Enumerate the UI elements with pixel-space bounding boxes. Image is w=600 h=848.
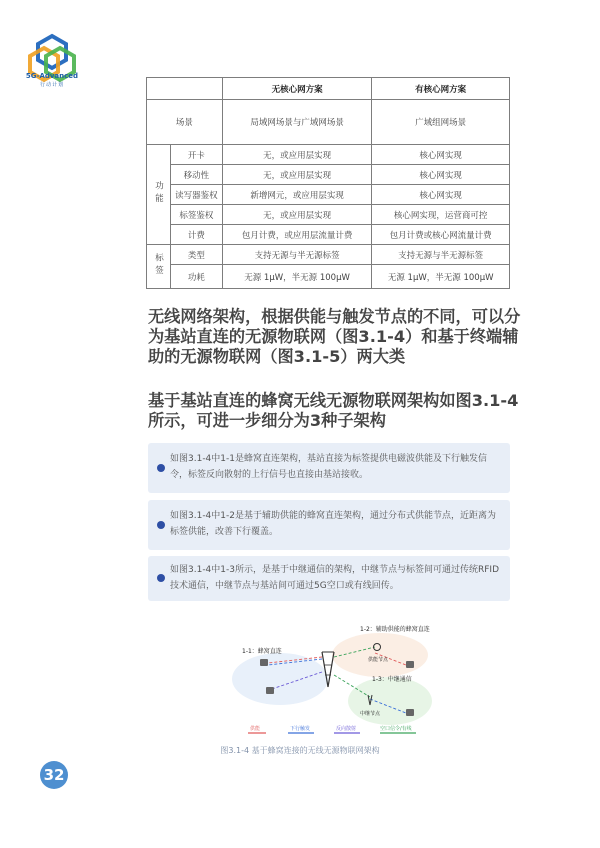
table-cell: 支持无源与半无源标签 <box>372 245 510 265</box>
table-cell: 移动性 <box>170 165 222 185</box>
table-row <box>147 185 510 205</box>
note-text: 如图3.1-4中1-3所示，是基于中继通信的架构，中继节点与标签间可通过传统RFID技术通信，中继节点与基站间可通过5G空口或有线回传。 <box>170 565 500 591</box>
note-box <box>148 556 510 601</box>
table-cell: 开卡 <box>170 145 222 165</box>
tag-icon <box>266 687 274 694</box>
table-cell: 支持无源与半无源标签 <box>222 245 372 265</box>
coverage-area-1 <box>232 653 328 705</box>
table-row <box>147 100 510 145</box>
table-cell: 读写器鉴权 <box>170 185 222 205</box>
section-subheading: 基于基站直连的蜂窝无线无源物联网架构如图3.1-4所示，可进一步细分为3种子架构 <box>148 391 519 430</box>
table-cell: 无，或应用层实现 <box>222 165 372 185</box>
label-1-1: 1-1：蜂窝直连 <box>242 648 282 655</box>
page-number: 32 <box>40 761 68 789</box>
table-row <box>147 225 510 245</box>
label-1-3: 1-3：中继通信 <box>372 676 412 683</box>
legend-power: 供能 <box>250 726 261 732</box>
table-cell: 场景 <box>147 100 223 145</box>
table-cell: 包月计费或核心网流量计费 <box>372 225 510 245</box>
table-row <box>147 165 510 185</box>
coverage-area-3 <box>348 677 432 725</box>
table-cell: 无，或应用层实现 <box>222 205 372 225</box>
table-cell: 类型 <box>170 245 222 265</box>
table-row <box>147 205 510 225</box>
legend-trigger: 下行触发 <box>290 726 311 732</box>
table-header-cell <box>147 78 223 100</box>
table-header-cell: 无核心网方案 <box>222 78 372 100</box>
legend-backscatter: 反向散射 <box>336 726 357 732</box>
comparison-table <box>146 77 510 289</box>
table-cell: 无源 1μW，半无源 100μW <box>372 265 510 289</box>
note-text: 如图3.1-4中1-1是蜂窝直连架构，基站直接为标签提供电磁波供能及下行触发信令，标签反向散射的上行信号也直接由基站接收。 <box>170 454 487 480</box>
label-1-2: 1-2：辅助供能的蜂窝直连 <box>360 626 430 633</box>
table-row <box>147 265 510 289</box>
note-box <box>148 443 510 493</box>
architecture-diagram <box>230 617 450 745</box>
label-relay-node: 中继节点 <box>360 711 381 717</box>
legend-signal: 空口信令/有线 <box>380 726 412 732</box>
bullet-icon <box>157 574 165 582</box>
table-cell: 核心网实现 <box>372 165 510 185</box>
table-header-cell: 有核心网方案 <box>372 78 510 100</box>
table-cell: 包月计费，或应用层流量计费 <box>222 225 372 245</box>
section-heading: 无线网络架构，根据供能与触发节点的不同，可以分为基站直连的无源物联网（图3.1-4）和基于终端辅助的无源物联网（图3.1-5）两大类 <box>148 307 521 366</box>
table-cell: 标签鉴权 <box>170 205 222 225</box>
table-header-row <box>147 78 510 100</box>
table-cell: 广域组网场景 <box>372 100 510 145</box>
table-cell: 新增网元，或应用层实现 <box>222 185 372 205</box>
logo-caption: 5G-Advanced <box>25 72 79 80</box>
table-row <box>147 145 510 165</box>
logo-subcaption: 行动计划 <box>39 82 64 88</box>
tag-icon <box>260 659 268 666</box>
table-cell: 无，或应用层实现 <box>222 145 372 165</box>
bullet-icon <box>157 521 165 529</box>
note-box <box>148 500 510 550</box>
note-text: 如图3.1-4中1-2是基于辅助供能的蜂窝直连架构，通过分布式供能节点，近距离为标签供能，改善下行覆盖。 <box>170 511 496 537</box>
table-group-label: 标签 <box>147 245 171 289</box>
figure-caption: 图3.1-4 基于蜂窝连接的无线无源物联网架构 <box>220 746 380 755</box>
tag-icon <box>406 661 414 668</box>
table-cell: 核心网实现 <box>372 185 510 205</box>
diagram-legend <box>248 725 416 733</box>
table-cell: 局域网场景与广域网场景 <box>222 100 372 145</box>
table-group-label: 功能 <box>147 145 171 245</box>
table-cell: 核心网实现，运营商可控 <box>372 205 510 225</box>
table-cell: 无源 1μW，半无源 100μW <box>222 265 372 289</box>
tag-icon <box>406 709 414 716</box>
bullet-icon <box>157 464 165 472</box>
table-row <box>147 245 510 265</box>
label-power-node: 供能节点 <box>368 657 389 663</box>
table-cell: 功耗 <box>170 265 222 289</box>
table-cell: 计费 <box>170 225 222 245</box>
table-cell: 核心网实现 <box>372 145 510 165</box>
